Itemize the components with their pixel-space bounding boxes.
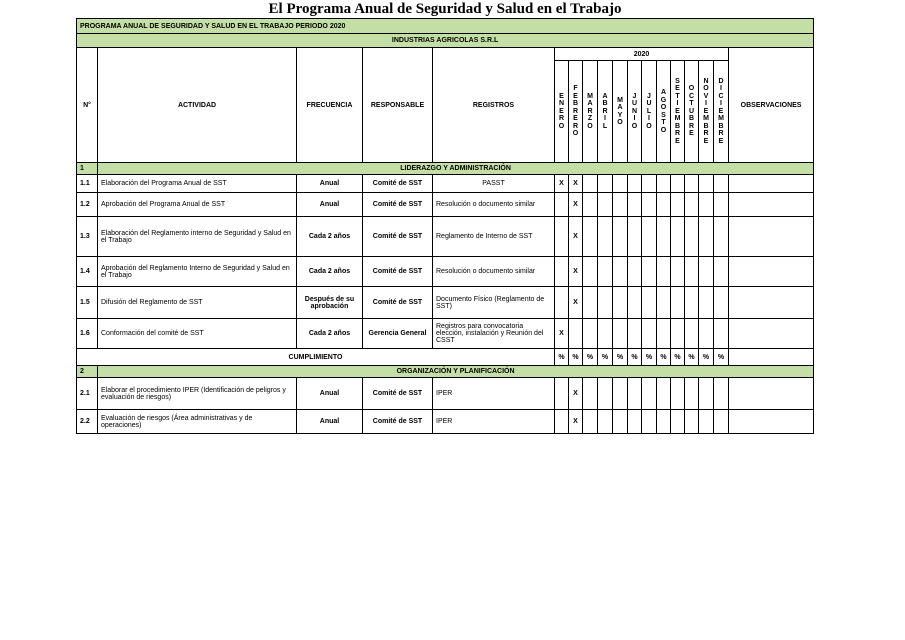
schedule-mark-setiembre <box>671 193 685 217</box>
row-records: Reglamento de Interno de SST <box>433 217 555 257</box>
schedule-mark-marzo <box>583 378 598 410</box>
col-records-header: REGISTROS <box>433 48 555 163</box>
company-name: INDUSTRIAS AGRICOLAS S.R.L <box>77 34 814 48</box>
schedule-mark-junio <box>628 287 642 319</box>
schedule-mark-diciembre <box>714 378 729 410</box>
schedule-mark-mayo <box>613 410 628 434</box>
row-observations <box>729 410 814 434</box>
schedule-mark-enero <box>555 378 569 410</box>
compliance-diciembre: % <box>714 349 729 366</box>
schedule-mark-octubre <box>685 410 699 434</box>
row-frequency: Anual <box>297 193 363 217</box>
compliance-agosto: % <box>657 349 671 366</box>
row-records: Resolución o documento similar <box>433 257 555 287</box>
schedule-mark-marzo <box>583 257 598 287</box>
month-header-abril: A B R I L <box>598 61 613 163</box>
row-activity: Conformación del comité de SST <box>98 319 297 349</box>
schedule-mark-julio <box>642 287 657 319</box>
schedule-mark-setiembre <box>671 319 685 349</box>
compliance-abril: % <box>598 349 613 366</box>
schedule-mark-noviembre <box>699 257 714 287</box>
row-frequency: Cada 2 años <box>297 257 363 287</box>
row-responsible: Comité de SST <box>363 217 433 257</box>
schedule-mark-octubre <box>685 319 699 349</box>
schedule-mark-abril <box>598 217 613 257</box>
schedule-mark-mayo <box>613 217 628 257</box>
program-header-row <box>77 19 814 34</box>
table-row <box>77 175 814 193</box>
schedule-mark-abril <box>598 410 613 434</box>
month-header-agosto: A G O S T O <box>657 61 671 163</box>
row-responsible: Comité de SST <box>363 193 433 217</box>
schedule-mark-enero <box>555 410 569 434</box>
month-header-mayo: M A Y O <box>613 61 628 163</box>
row-observations <box>729 193 814 217</box>
schedule-mark-enero <box>555 193 569 217</box>
schedule-mark-agosto <box>657 287 671 319</box>
schedule-mark-enero <box>555 257 569 287</box>
schedule-mark-febrero: X <box>569 410 583 434</box>
row-number: 1.2 <box>77 193 98 217</box>
schedule-mark-setiembre <box>671 378 685 410</box>
column-header-row <box>77 48 814 61</box>
schedule-mark-enero: X <box>555 175 569 193</box>
schedule-mark-agosto <box>657 175 671 193</box>
schedule-mark-diciembre <box>714 287 729 319</box>
compliance-noviembre: % <box>699 349 714 366</box>
row-records: IPER <box>433 378 555 410</box>
row-frequency: Anual <box>297 175 363 193</box>
table-row <box>77 378 814 410</box>
program-header: PROGRAMA ANUAL DE SEGURIDAD Y SALUD EN EL TRABAJO PERIODO 2020 <box>77 19 814 34</box>
row-observations <box>729 319 814 349</box>
schedule-mark-noviembre <box>699 378 714 410</box>
row-frequency: Cada 2 años <box>297 217 363 257</box>
col-observations-header: OBSERVACIONES <box>729 48 814 163</box>
month-header-febrero: F E B R E R O <box>569 61 583 163</box>
schedule-mark-octubre <box>685 217 699 257</box>
row-records: Registros para convocatoria elección, instalación y Reunión del CSST <box>433 319 555 349</box>
section-title: ORGANIZACIÓN Y PLANIFICACIÓN <box>98 366 814 378</box>
col-responsible-header: RESPONSABLE <box>363 48 433 163</box>
month-header-octubre: O C T U B R E <box>685 61 699 163</box>
year-header: 2020 <box>555 48 729 61</box>
section-row <box>77 163 814 175</box>
row-frequency: Cada 2 años <box>297 319 363 349</box>
row-responsible: Comité de SST <box>363 410 433 434</box>
schedule-mark-febrero: X <box>569 175 583 193</box>
section-row <box>77 366 814 378</box>
schedule-mark-marzo <box>583 319 598 349</box>
compliance-label: CUMPLIMIENTO <box>77 349 555 366</box>
schedule-mark-abril <box>598 257 613 287</box>
month-header-noviembre: N O V I E M B R E <box>699 61 714 163</box>
row-activity: Elaborar el procedimiento IPER (Identificación de peligros y evaluación de riesgos) <box>98 378 297 410</box>
schedule-mark-noviembre <box>699 217 714 257</box>
schedule-mark-diciembre <box>714 257 729 287</box>
row-number: 2.2 <box>77 410 98 434</box>
row-number: 1.6 <box>77 319 98 349</box>
month-header-setiembre: S E T I E M B R E <box>671 61 685 163</box>
schedule-mark-noviembre <box>699 175 714 193</box>
section-number: 2 <box>77 366 98 378</box>
row-observations <box>729 175 814 193</box>
compliance-setiembre: % <box>671 349 685 366</box>
schedule-mark-setiembre <box>671 257 685 287</box>
schedule-mark-junio <box>628 319 642 349</box>
row-records: Documento Físico (Reglamento de SST) <box>433 287 555 319</box>
compliance-mayo: % <box>613 349 628 366</box>
compliance-julio: % <box>642 349 657 366</box>
schedule-mark-marzo <box>583 217 598 257</box>
schedule-mark-marzo <box>583 287 598 319</box>
table-row <box>77 257 814 287</box>
table-row <box>77 287 814 319</box>
schedule-mark-diciembre <box>714 319 729 349</box>
schedule-mark-setiembre <box>671 410 685 434</box>
schedule-mark-julio <box>642 217 657 257</box>
schedule-mark-junio <box>628 175 642 193</box>
row-activity: Elaboración del Reglamento interno de Seguridad y Salud en el Trabajo <box>98 217 297 257</box>
schedule-mark-diciembre <box>714 410 729 434</box>
schedule-mark-mayo <box>613 175 628 193</box>
schedule-mark-setiembre <box>671 217 685 257</box>
compliance-junio: % <box>628 349 642 366</box>
schedule-mark-febrero: X <box>569 217 583 257</box>
col-frequency-header: FRECUENCIA <box>297 48 363 163</box>
schedule-mark-mayo <box>613 193 628 217</box>
schedule-mark-junio <box>628 410 642 434</box>
schedule-mark-diciembre <box>714 175 729 193</box>
schedule-mark-agosto <box>657 410 671 434</box>
schedule-mark-agosto <box>657 257 671 287</box>
schedule-mark-agosto <box>657 319 671 349</box>
schedule-mark-noviembre <box>699 287 714 319</box>
schedule-mark-enero: X <box>555 319 569 349</box>
schedule-mark-abril <box>598 175 613 193</box>
schedule-mark-setiembre <box>671 287 685 319</box>
month-header-marzo: M A R Z O <box>583 61 598 163</box>
schedule-mark-mayo <box>613 378 628 410</box>
schedule-mark-marzo <box>583 410 598 434</box>
row-observations <box>729 217 814 257</box>
table-row <box>77 217 814 257</box>
col-number-header: N° <box>77 48 98 163</box>
row-records: PASST <box>433 175 555 193</box>
row-activity: Aprobación del Programa Anual de SST <box>98 193 297 217</box>
schedule-mark-mayo <box>613 287 628 319</box>
schedule-mark-diciembre <box>714 193 729 217</box>
sst-program-table <box>76 18 814 434</box>
row-number: 1.5 <box>77 287 98 319</box>
row-responsible: Gerencia General <box>363 319 433 349</box>
row-number: 1.4 <box>77 257 98 287</box>
schedule-mark-abril <box>598 378 613 410</box>
schedule-mark-enero <box>555 287 569 319</box>
row-frequency: Después de su aprobación <box>297 287 363 319</box>
month-header-julio: J U L I O <box>642 61 657 163</box>
row-number: 1.1 <box>77 175 98 193</box>
row-activity: Difusión del Reglamento de SST <box>98 287 297 319</box>
row-number: 2.1 <box>77 378 98 410</box>
schedule-mark-marzo <box>583 175 598 193</box>
row-observations <box>729 287 814 319</box>
schedule-mark-setiembre <box>671 175 685 193</box>
schedule-mark-abril <box>598 193 613 217</box>
month-header-junio: J U N I O <box>628 61 642 163</box>
schedule-mark-julio <box>642 175 657 193</box>
month-header-enero: E N E R O <box>555 61 569 163</box>
schedule-mark-diciembre <box>714 217 729 257</box>
row-records: IPER <box>433 410 555 434</box>
compliance-row <box>77 349 814 366</box>
company-row <box>77 34 814 48</box>
schedule-mark-octubre <box>685 175 699 193</box>
table-row <box>77 410 814 434</box>
schedule-mark-marzo <box>583 193 598 217</box>
col-activity-header: ACTIVIDAD <box>98 48 297 163</box>
row-observations <box>729 257 814 287</box>
schedule-mark-enero <box>555 217 569 257</box>
schedule-mark-abril <box>598 319 613 349</box>
schedule-mark-julio <box>642 319 657 349</box>
row-observations <box>729 378 814 410</box>
schedule-mark-julio <box>642 257 657 287</box>
row-number: 1.3 <box>77 217 98 257</box>
schedule-mark-noviembre <box>699 193 714 217</box>
schedule-mark-febrero: X <box>569 193 583 217</box>
schedule-mark-febrero: X <box>569 378 583 410</box>
schedule-mark-junio <box>628 257 642 287</box>
row-frequency: Anual <box>297 378 363 410</box>
row-responsible: Comité de SST <box>363 175 433 193</box>
row-records: Resolución o documento similar <box>433 193 555 217</box>
schedule-mark-julio <box>642 378 657 410</box>
schedule-mark-julio <box>642 410 657 434</box>
page-title: El Programa Anual de Seguridad y Salud en el Trabajo <box>268 1 622 17</box>
compliance-febrero: % <box>569 349 583 366</box>
schedule-mark-agosto <box>657 193 671 217</box>
schedule-mark-abril <box>598 287 613 319</box>
schedule-mark-octubre <box>685 287 699 319</box>
table-row <box>77 319 814 349</box>
schedule-mark-junio <box>628 193 642 217</box>
schedule-mark-julio <box>642 193 657 217</box>
row-responsible: Comité de SST <box>363 287 433 319</box>
row-activity: Aprobación del Reglamento Interno de Seguridad y Salud en el Trabajo <box>98 257 297 287</box>
row-responsible: Comité de SST <box>363 378 433 410</box>
section-title: LIDERAZGO Y ADMINISTRACIÓN <box>98 163 814 175</box>
row-activity: Elaboración del Programa Anual de SST <box>98 175 297 193</box>
compliance-octubre: % <box>685 349 699 366</box>
schedule-mark-mayo <box>613 257 628 287</box>
schedule-mark-junio <box>628 217 642 257</box>
schedule-mark-febrero: X <box>569 287 583 319</box>
schedule-mark-noviembre <box>699 319 714 349</box>
schedule-mark-noviembre <box>699 410 714 434</box>
schedule-mark-agosto <box>657 378 671 410</box>
row-activity: Evaluación de riesgos (Área administrativas y de operaciones) <box>98 410 297 434</box>
table-row <box>77 193 814 217</box>
schedule-mark-febrero: X <box>569 257 583 287</box>
schedule-mark-octubre <box>685 257 699 287</box>
schedule-mark-octubre <box>685 378 699 410</box>
row-frequency: Anual <box>297 410 363 434</box>
month-header-diciembre: D I C I E M B R E <box>714 61 729 163</box>
row-responsible: Comité de SST <box>363 257 433 287</box>
compliance-marzo: % <box>583 349 598 366</box>
compliance-enero: % <box>555 349 569 366</box>
schedule-mark-agosto <box>657 217 671 257</box>
schedule-mark-octubre <box>685 193 699 217</box>
schedule-mark-junio <box>628 378 642 410</box>
schedule-mark-mayo <box>613 319 628 349</box>
section-number: 1 <box>77 163 98 175</box>
compliance-observations <box>729 349 814 366</box>
schedule-mark-febrero <box>569 319 583 349</box>
